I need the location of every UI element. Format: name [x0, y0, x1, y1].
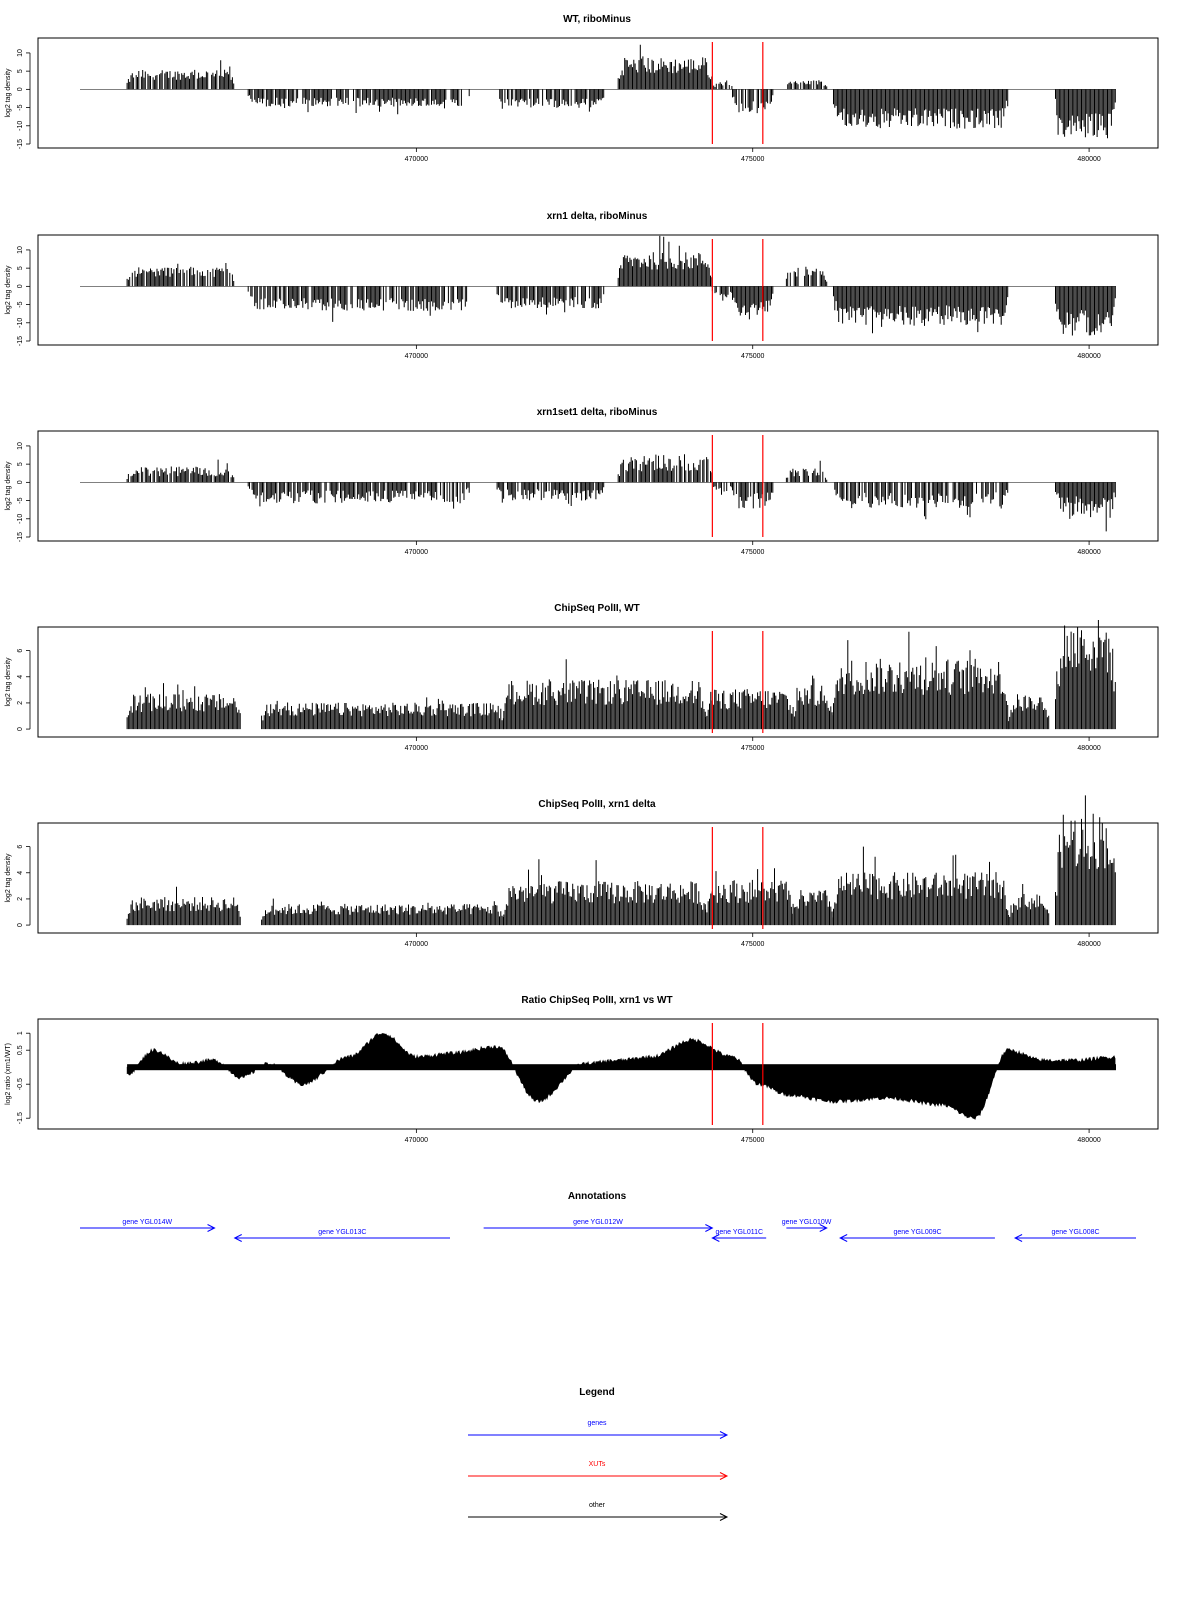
- y-tick-label: -0.5: [17, 1078, 24, 1091]
- panel-title: ChipSeq PolII, WT: [554, 603, 640, 614]
- signal-bars: [262, 899, 504, 926]
- signal-segment: [733, 89, 773, 113]
- x-tick-label: 480000: [1077, 156, 1101, 163]
- gene-label: gene YGL011C: [715, 1229, 764, 1236]
- x-axis: [405, 345, 1101, 360]
- signal-segment: [1056, 620, 1116, 729]
- signal-bars: [618, 454, 712, 482]
- y-tick-label: 5: [17, 462, 24, 467]
- signal-bars: [262, 697, 504, 729]
- signal-segment: [834, 286, 1008, 333]
- gene-feature: [840, 1229, 995, 1242]
- signal-segment: [248, 482, 469, 508]
- y-axis: [17, 649, 30, 731]
- legend-item: [468, 1502, 727, 1521]
- signal-bars: [834, 482, 1008, 519]
- signal-bars: [712, 286, 732, 300]
- signal-segment: [834, 847, 1008, 926]
- signal-segment: [786, 267, 826, 287]
- signal-segment: [127, 887, 240, 925]
- signal-segment: [733, 482, 773, 508]
- panel-title: xrn1 delta, riboMinus: [546, 211, 648, 222]
- y-axis: [17, 845, 30, 927]
- legend-title: Legend: [579, 1387, 615, 1398]
- y-tick-label: -15: [17, 335, 24, 347]
- y-tick-label: 2: [17, 896, 24, 901]
- y-tick-label: 5: [17, 266, 24, 271]
- signal-segment: [618, 236, 712, 287]
- signal-bars: [1008, 884, 1048, 925]
- y-tick-label: -10: [17, 317, 24, 328]
- signal-segment: [618, 454, 712, 482]
- y-tick-label: -15: [17, 138, 24, 150]
- x-axis: [405, 1129, 1101, 1144]
- signal-segment: [504, 859, 706, 925]
- signal-bars: [834, 286, 1008, 333]
- signal-segment: [786, 461, 826, 483]
- signal-segment: [733, 286, 773, 319]
- signal-segment: [127, 460, 234, 483]
- signal-bars: [127, 263, 234, 286]
- gene-feature: [782, 1219, 832, 1232]
- y-tick-label: 10: [17, 442, 24, 450]
- signal-bars: [733, 89, 773, 113]
- signal-bars: [1008, 694, 1048, 729]
- y-tick-label: 0: [17, 923, 24, 928]
- y-tick-label: -1.5: [17, 1112, 24, 1125]
- y-tick-label: -10: [17, 120, 24, 131]
- signal-bars: [127, 60, 234, 89]
- signal-segment: [706, 868, 793, 925]
- x-tick-label: 475000: [741, 745, 765, 752]
- signal-bars: [497, 286, 604, 314]
- signal-segment: [1008, 884, 1048, 925]
- signal-bars: [786, 461, 826, 483]
- signal-bars: [127, 683, 240, 729]
- signal-segment: [504, 659, 706, 729]
- panel-title: WT, riboMinus: [563, 14, 631, 25]
- signal-bars: [497, 482, 604, 506]
- y-axis: [17, 1031, 30, 1124]
- panel-title: ChipSeq PolII, xrn1 delta: [538, 799, 656, 810]
- chart-panel: [5, 407, 1158, 556]
- y-tick-label: 10: [17, 246, 24, 254]
- y-tick-label: 0: [17, 727, 24, 732]
- signal-bars: [1056, 795, 1116, 925]
- signal-bars: [504, 859, 706, 925]
- y-axis-label: log2 tag density: [5, 657, 12, 707]
- x-tick-label: 480000: [1077, 549, 1101, 556]
- gene-label: gene YGL008C: [1051, 1229, 1100, 1236]
- gene-feature: [1015, 1229, 1136, 1242]
- signal-segment: [834, 89, 1008, 128]
- x-axis: [405, 541, 1101, 556]
- signal-segment: [1056, 286, 1116, 335]
- signal-bars: [504, 659, 706, 729]
- gene-feature: [235, 1229, 450, 1242]
- signal-bars: [497, 89, 604, 111]
- signal-segment: [1056, 482, 1116, 531]
- x-tick-label: 480000: [1077, 1137, 1101, 1144]
- signal-bars: [248, 286, 469, 322]
- signal-segment: [712, 482, 732, 494]
- signal-bars: [712, 482, 732, 494]
- x-tick-label: 470000: [404, 941, 429, 948]
- baseline-band: [127, 1064, 1116, 1070]
- signal-bars: [834, 89, 1008, 128]
- y-tick-label: 4: [17, 870, 24, 875]
- y-axis-label: log2 tag density: [5, 853, 12, 903]
- signal-segment: [1056, 795, 1116, 925]
- signal-segment: [793, 890, 833, 925]
- chart-panel: [5, 995, 1158, 1144]
- signal-segment: [834, 632, 1008, 729]
- signal-bars: [127, 460, 234, 483]
- signal-bars: [834, 632, 1008, 729]
- signal-bars: [1056, 89, 1116, 138]
- signal-segment: [248, 89, 469, 114]
- chart-panel: [5, 795, 1158, 948]
- signal-segment: [793, 676, 833, 730]
- signal-segment: [712, 286, 732, 300]
- y-tick-label: -5: [17, 104, 24, 111]
- y-axis-label: log2 tag density: [5, 68, 12, 118]
- signal-bars: [618, 236, 712, 287]
- x-tick-label: 475000: [741, 1137, 765, 1144]
- x-axis: [405, 737, 1101, 752]
- y-axis: [17, 49, 30, 149]
- series-area: [127, 1034, 1115, 1120]
- signal-segment: [497, 286, 604, 314]
- signal-segment: [127, 263, 234, 286]
- x-tick-label: 470000: [404, 353, 429, 360]
- x-tick-label: 475000: [741, 156, 765, 163]
- gene-label: gene YGL013C: [318, 1229, 367, 1236]
- signal-bars: [793, 890, 833, 925]
- signal-segment: [262, 697, 504, 729]
- signal-bars: [706, 689, 793, 729]
- x-tick-label: 470000: [404, 1137, 429, 1144]
- signal-segment: [618, 45, 712, 90]
- signal-bars: [733, 482, 773, 508]
- gene-feature: [484, 1219, 713, 1232]
- x-axis: [405, 933, 1101, 948]
- signal-segment: [497, 482, 604, 506]
- signal-bars: [248, 482, 469, 508]
- x-tick-label: 480000: [1077, 941, 1101, 948]
- x-axis: [405, 148, 1101, 163]
- signal-segment: [786, 80, 826, 89]
- gene-label: gene YGL012W: [573, 1219, 623, 1226]
- y-tick-label: 6: [17, 648, 24, 653]
- signal-segment: [834, 482, 1008, 519]
- panel-title: Ratio ChipSeq PolII, xrn1 vs WT: [521, 995, 673, 1006]
- legend-label: XUTs: [588, 1461, 606, 1468]
- y-tick-label: 5: [17, 69, 24, 74]
- y-axis-label: log2 tag density: [5, 461, 12, 511]
- chart-panel: [5, 211, 1158, 360]
- y-tick-label: 6: [17, 844, 24, 849]
- y-tick-label: -5: [17, 497, 24, 504]
- signal-bars: [1056, 286, 1116, 335]
- gene-feature: [80, 1219, 215, 1232]
- y-tick-label: -15: [17, 531, 24, 543]
- x-tick-label: 480000: [1077, 353, 1101, 360]
- y-axis: [17, 442, 30, 542]
- y-tick-label: -10: [17, 513, 24, 524]
- signal-segment: [497, 89, 604, 111]
- annotations-title: Annotations: [567, 1191, 627, 1202]
- y-tick-label: 0: [17, 480, 24, 485]
- legend-item: [468, 1461, 727, 1480]
- y-axis-label: log2 ratio (xrn1/WT): [5, 1043, 12, 1105]
- signal-bars: [618, 45, 712, 90]
- y-tick-label: 10: [17, 49, 24, 57]
- legend-label: other: [589, 1502, 605, 1509]
- x-tick-label: 470000: [404, 156, 429, 163]
- legend-item: [468, 1420, 727, 1439]
- signal-bars: [1056, 620, 1116, 729]
- signal-bars: [834, 847, 1008, 926]
- x-tick-label: 475000: [741, 549, 765, 556]
- signal-segment: [706, 689, 793, 729]
- signal-bars: [786, 80, 826, 89]
- signal-segment: [1008, 694, 1048, 729]
- x-tick-label: 475000: [741, 941, 765, 948]
- legend-label: genes: [587, 1420, 607, 1427]
- signal-bars: [793, 676, 833, 730]
- signal-segment: [127, 60, 234, 89]
- y-axis: [17, 246, 30, 346]
- panel-title: xrn1set1 delta, riboMinus: [536, 407, 658, 418]
- signal-bars: [1056, 482, 1116, 531]
- signal-bars: [127, 887, 240, 925]
- y-tick-label: 1: [17, 1031, 24, 1036]
- signal-bars: [712, 81, 732, 90]
- signal-bars: [706, 868, 793, 925]
- y-tick-label: -5: [17, 301, 24, 308]
- x-tick-label: 480000: [1077, 745, 1101, 752]
- y-tick-label: 0.5: [17, 1045, 24, 1056]
- gene-feature: [712, 1229, 766, 1242]
- y-tick-label: 0: [17, 284, 24, 289]
- signal-bars: [786, 267, 826, 287]
- y-tick-label: 0: [17, 87, 24, 92]
- x-tick-label: 470000: [404, 745, 429, 752]
- gene-label: gene YGL010W: [781, 1219, 832, 1226]
- signal-segment: [1056, 89, 1116, 138]
- y-axis-label: log2 tag density: [5, 265, 12, 315]
- x-tick-label: 475000: [741, 353, 765, 360]
- chart-panel: [5, 603, 1158, 752]
- y-tick-label: 4: [17, 674, 24, 679]
- annotations-track: [80, 1191, 1136, 1242]
- signal-segment: [712, 81, 732, 90]
- chart-panel: [5, 14, 1158, 163]
- gene-label: gene YGL014W: [122, 1219, 173, 1226]
- signal-bars: [733, 286, 773, 319]
- signal-segment: [262, 899, 504, 926]
- y-tick-label: 2: [17, 700, 24, 705]
- signal-segment: [248, 286, 469, 322]
- signal-segment: [127, 683, 240, 729]
- legend: [468, 1387, 727, 1521]
- gene-label: gene YGL009C: [893, 1229, 942, 1236]
- signal-bars: [248, 89, 469, 114]
- x-tick-label: 470000: [404, 549, 429, 556]
